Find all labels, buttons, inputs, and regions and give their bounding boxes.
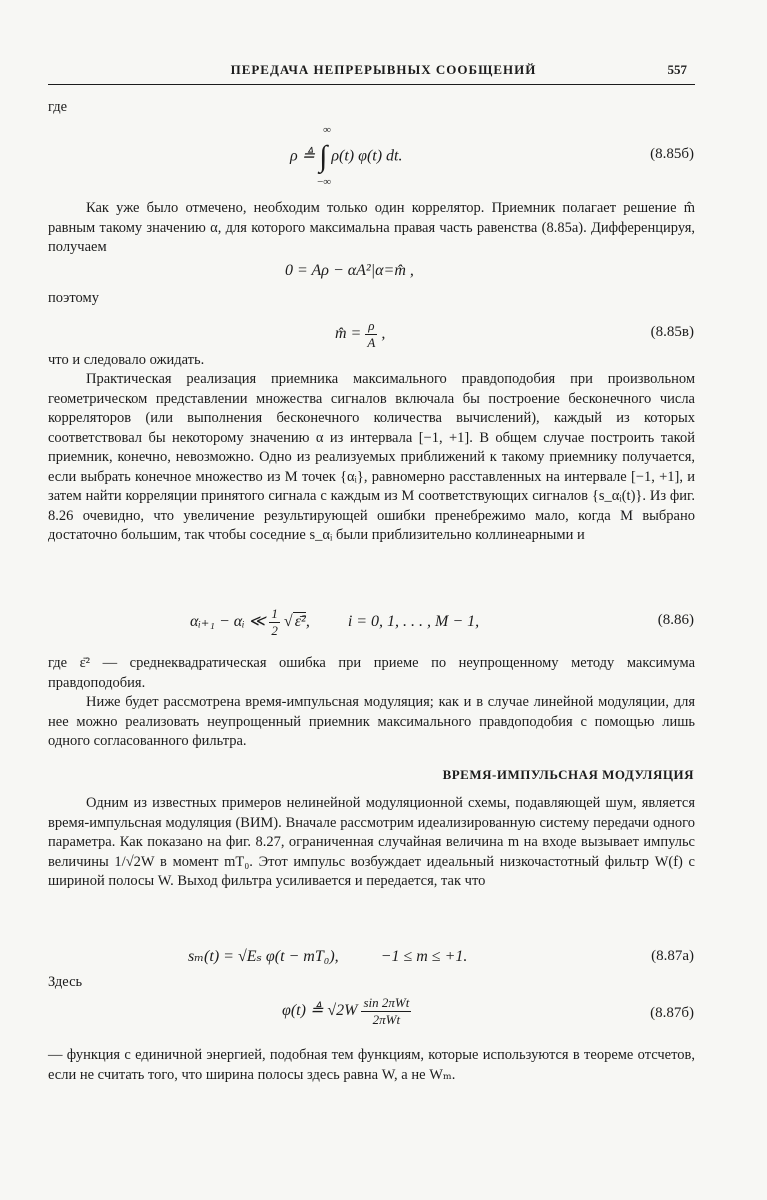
paragraph-1: Как уже было отмечено, необходим только один коррелятор. Приемник полагает решение m̂ равным такому значению α, для которого максимальна правая часть равенства (8.85а). Дифференцируя, получаем (48, 200, 695, 255)
fraction-denominator: A (367, 335, 376, 350)
equation-885v-number: (8.85в) (650, 324, 694, 340)
page-number: 557 (667, 62, 687, 77)
text-here: Здесь (48, 974, 83, 990)
equation-887b-lhs: φ(t) ≜ √2W (282, 1002, 358, 1020)
fraction-denominator: 2πWt (372, 1012, 401, 1027)
fraction-numerator: ρ (365, 318, 377, 335)
fraction-numerator: sin 2πWt (363, 995, 410, 1010)
equation-887b-number: (8.87б) (650, 1005, 694, 1021)
running-header-title: ПЕРЕДАЧА НЕПРЕРЫВНЫХ СООБЩЕНИЙ (230, 62, 537, 77)
integral-lower-limit: −∞ (317, 176, 332, 188)
integral-sign: ∫ ∞ −∞ (317, 124, 332, 188)
equation-885b (290, 124, 403, 188)
header-rule (48, 84, 695, 85)
fraction-numerator: 1 (271, 606, 278, 621)
equation-887b (282, 995, 411, 1028)
equation-885b-number: (8.85б) (650, 146, 694, 162)
equation-885b-rhs: ρ(t) φ(t) dt. (331, 147, 403, 165)
equation-886: αᵢ₊₁ − αᵢ ≪ $\frac{1}{2}$ √ ε̄², i = 0, 1, . . . , M − 1, (190, 606, 480, 638)
equation-887a-body: sₘ(t) = √Eₛ φ(t − mT₀), (188, 948, 339, 965)
integral-upper-limit: ∞ (323, 124, 331, 136)
equation-differentiation: 0 = Aρ − αA²|α=m̂ , (285, 262, 414, 279)
equation-886-lhs: αᵢ₊₁ − αᵢ ≪ (190, 613, 266, 631)
paragraph-2: что и следовало ожидать. (48, 352, 205, 368)
equation-885v-tail: , (381, 325, 386, 343)
paragraph-5: Ниже будет рассмотрена время-импульсная модуляция; как и в случае линейной модуляции, для нее можно реализовать неупрощенный приемник максимального правдоподобия с помощью лишь одного согласованного фильтра. (48, 694, 695, 749)
paragraph-4: где ε̄² — среднеквадратическая ошибка при приеме по неупрощенному методу максимума правдоподобия. (48, 655, 695, 691)
section-title: ВРЕМЯ-ИМПУЛЬСНАЯ МОДУЛЯЦИЯ (442, 767, 694, 782)
sqrt-mean-square-error: ε̄² (294, 613, 306, 631)
equation-886-number: (8.86) (657, 612, 694, 628)
fraction-one-half (269, 606, 280, 639)
paragraph-6: Одним из известных примеров нелинейной модуляционной схемы, подавляющей шум, является время-импульсная модуляция (ВИМ). Вначале рассмотрим идеализированную систему передачи одного параметра. Как показано на фиг. 8.27, ограниченная случайная величина m на входе вызывает импульс величины 1/√2W в момент mT₀. Этот импульс возбуждает идеальный низкочастотный фильтр W(f) с шириной полосы W. Выход фильтра усиливается и передается, так что (48, 795, 695, 889)
equation-885b-lhs: ρ ≜ (290, 147, 316, 165)
fraction-denominator: 2 (271, 623, 278, 638)
equation-886-range: i = 0, 1, . . . , M − 1, (347, 613, 480, 631)
fraction-rho-over-a (365, 318, 377, 351)
equation-885v (335, 318, 385, 351)
paragraph-7: — функция с единичной энергией, подобная тем функциям, которые используются в теореме отсчетов, если не считать того, что ширина полосы здесь равна W, а не Wₘ. (48, 1047, 695, 1083)
equation-885v-lhs: m̂ = (335, 325, 362, 343)
fraction-sinc (361, 995, 411, 1028)
equation-887a-number: (8.87а) (651, 948, 694, 964)
equation-887a-range: −1 ≤ m ≤ +1. (380, 948, 468, 965)
paragraph-3: Практическая реализация приемника максимального правдоподобия при произвольном геометрическом представлении множества сигналов включала бы построение бесконечного числа корреляторов (или выполнения бесконечного количества вычислений), каждый из которых соответствовал бы некоторому значению α из интервала [−1, +1]. В общем случае построить такой приемник, конечно, невозможно. Одно из реализуемых приближений к такому приемнику получается, если выбрать конечное множество из M точек {αᵢ}, равномерно расставленных на интервале [−1, +1], и затем найти корреляции принятого сигнала с каждым из M соответствующих сигналов {s_αᵢ(t)}. Из фиг. 8.26 очевидно, что увеличение результирующей ошибки пренебрежимо мало, когда M выбрано достаточно большим, так чтобы соседние s_αᵢ были приблизительно коллинеарными и (48, 371, 695, 543)
text-therefore: поэтому (48, 290, 99, 306)
equation-887a (188, 946, 467, 966)
text-where: где (48, 99, 68, 115)
